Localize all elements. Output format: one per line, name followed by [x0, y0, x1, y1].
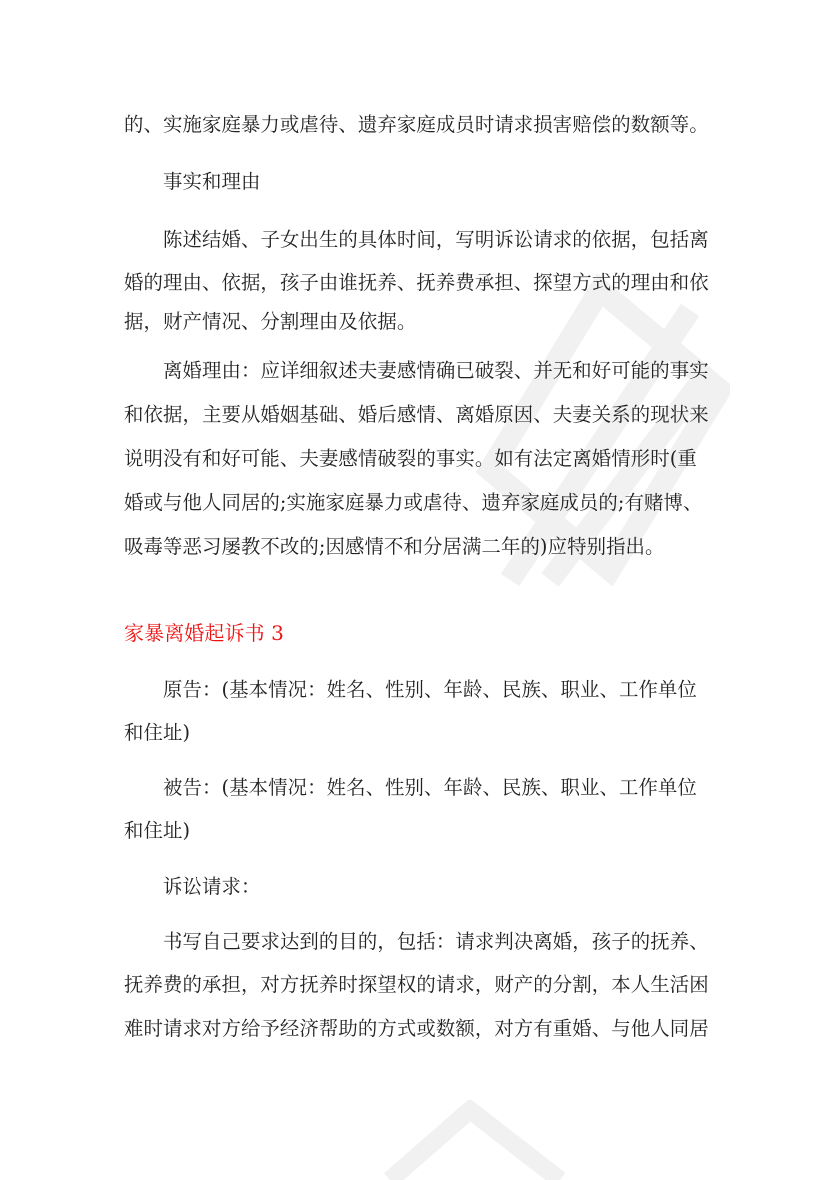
section-title: 家暴离婚起诉书 3 — [124, 621, 284, 645]
paragraph-line: 和依据，主要从婚姻基础、婚后感情、离婚原因、夫妻关系的现状来 — [124, 403, 709, 426]
watermark-logo-bottom — [380, 1100, 580, 1180]
paragraph-line: 抚养费的承担，对方抚养时探望权的请求，财产的分割，本人生活困 — [124, 973, 709, 996]
paragraph-line: 离婚理由：应详细叙述夫妻感情确已破裂、并无和好可能的事实 — [163, 359, 709, 382]
paragraph-line: 书写自己要求达到的目的，包括：请求判决离婚，孩子的抚养、 — [163, 930, 709, 953]
subheading-facts-and-reasons: 事实和理由 — [163, 170, 261, 193]
claims-heading: 诉讼请求： — [163, 875, 261, 898]
plaintiff-line: 原告：(基本情况：姓名、性别、年龄、民族、职业、工作单位 — [163, 678, 697, 701]
paragraph-line: 吸毒等恶习屡教不改的;因感情不和分居满二年的)应特别指出。 — [124, 535, 665, 558]
paragraph-line: 婚或与他人同居的;实施家庭暴力或虐待、遗弃家庭成员的;有赌博、 — [124, 491, 703, 514]
paragraph-line: 的、实施家庭暴力或虐待、遗弃家庭成员时请求损害赔偿的数额等。 — [124, 113, 709, 136]
defendant-line: 和住址) — [124, 819, 191, 842]
plaintiff-line: 和住址) — [124, 721, 191, 744]
paragraph-line: 婚的理由、依据，孩子由谁抚养、抚养费承担、探望方式的理由和依 — [124, 271, 709, 294]
paragraph-line: 难时请求对方给予经济帮助的方式或数额，对方有重婚、与他人同居 — [124, 1017, 709, 1040]
defendant-line: 被告：(基本情况：姓名、性别、年龄、民族、职业、工作单位 — [163, 776, 697, 799]
paragraph-line: 陈述结婚、子女出生的具体时间，写明诉讼请求的依据，包括离 — [163, 228, 709, 251]
watermark-logo — [470, 250, 730, 630]
paragraph-line: 据，财产情况、分割理由及依据。 — [124, 310, 417, 333]
paragraph-line: 说明没有和好可能、夫妻感情破裂的事实。如有法定离婚情形时(重 — [124, 447, 697, 470]
